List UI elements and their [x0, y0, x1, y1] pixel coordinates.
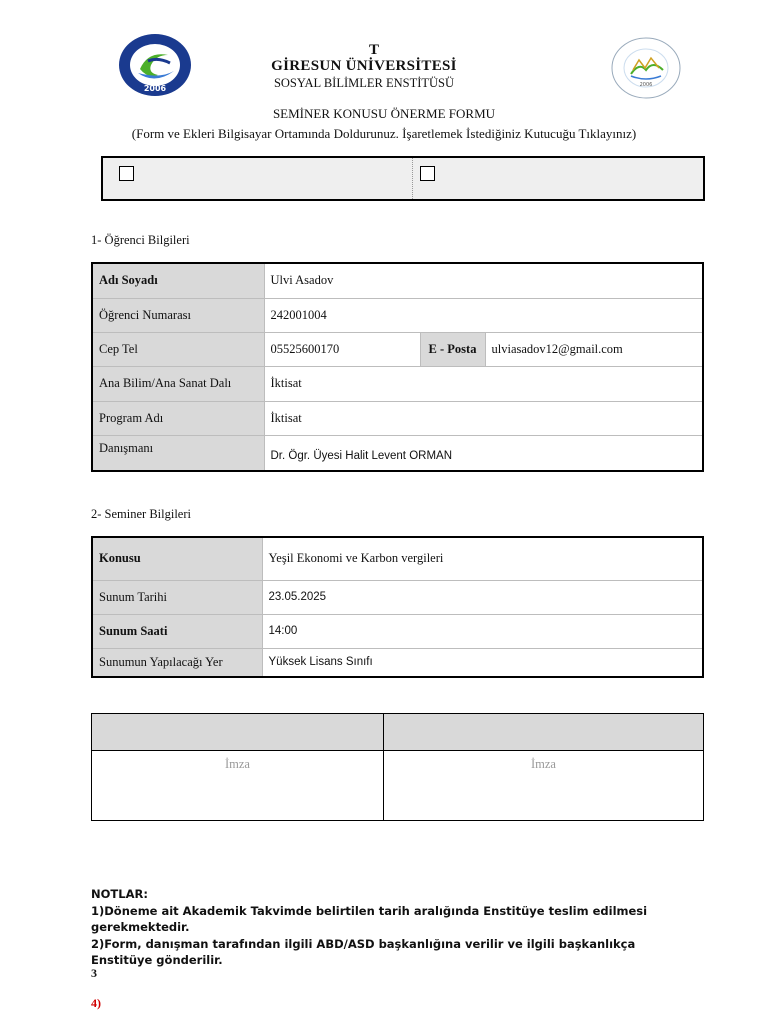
- advisor-field[interactable]: Dr. Ögr. Üyesi Halit Levent ORMAN: [264, 435, 703, 471]
- notes-block: [91, 886, 671, 969]
- note-4: 4): [91, 996, 101, 1010]
- email-label: E - Posta: [420, 332, 485, 366]
- checkbox-option-2[interactable]: [420, 166, 435, 181]
- seminar-info-table: [91, 536, 704, 678]
- signature-field-right[interactable]: İmza: [384, 751, 704, 821]
- header-letter: T: [368, 42, 379, 58]
- date-label: Sunum Tarihi: [92, 580, 262, 614]
- form-instruction: (Form ve Ekleri Bilgisayar Ortamında Doldurunuz. İşaretlemek İstediğiniz Kutucuğu Tıklayınız): [131, 126, 637, 141]
- name-label: Adı Soyadı: [92, 263, 264, 298]
- place-field[interactable]: Yüksek Lisans Sınıfı: [262, 648, 703, 677]
- checkbox-table: [101, 156, 705, 201]
- notes-title: NOTLAR:: [91, 887, 148, 901]
- program-label: Program Adı: [92, 401, 264, 435]
- name-field[interactable]: Ulvi Asadov: [264, 263, 703, 298]
- department-label: Ana Bilim/Ana Sanat Dalı: [92, 366, 264, 401]
- advisor-label: Danışmanı: [92, 435, 264, 471]
- university-name: GİRESUN ÜNİVERSİTESİ: [271, 58, 457, 74]
- time-field[interactable]: 14:00: [262, 614, 703, 648]
- date-field[interactable]: 23.05.2025: [262, 580, 703, 614]
- signature-table: [91, 713, 704, 821]
- signature-header-right: [384, 714, 704, 751]
- student-info-table: [91, 262, 704, 472]
- time-label: Sunum Saati: [92, 614, 262, 648]
- email-field[interactable]: ulviasadov12@gmail.com: [485, 332, 703, 366]
- note-3: 3: [91, 966, 97, 980]
- student-no-field[interactable]: 242001004: [264, 298, 703, 332]
- svg-text:2006: 2006: [639, 82, 653, 88]
- topic-field[interactable]: Yeşil Ekonomi ve Karbon vergileri: [262, 537, 703, 580]
- note-2: 2)Form, danışman tarafından ilgili ABD/ASD başkanlığına verilir ve ilgili başkanlıkça Enstitüye gönderilir.: [91, 936, 636, 967]
- checkbox-option-1[interactable]: [119, 166, 134, 181]
- student-no-label: Öğrenci Numarası: [92, 298, 264, 332]
- note-1: 1)Döneme ait Akademik Takvimde belirtilen tarih aralığında Enstitüye teslim edilmesi gerekmektedir.: [91, 903, 648, 934]
- phone-field[interactable]: 05525600170: [264, 332, 420, 366]
- topic-label: Konusu: [92, 537, 262, 580]
- place-label: Sunumun Yapılacağı Yer: [92, 648, 262, 677]
- checkbox-divider: [412, 158, 413, 199]
- section-student-info-title: 1- Öğrenci Bilgileri: [91, 233, 190, 247]
- section-seminar-info-title: 2- Seminer Bilgileri: [91, 507, 191, 521]
- institute-name: SOSYAL BİLİMLER ENSTİTÜSÜ: [273, 76, 455, 90]
- form-title: SEMİNER KONUSU ÖNERME FORMU: [272, 106, 496, 121]
- phone-label: Cep Tel: [92, 332, 264, 366]
- signature-header-left: [92, 714, 384, 751]
- signature-field-left[interactable]: İmza: [92, 751, 384, 821]
- department-field[interactable]: İktisat: [264, 366, 703, 401]
- program-field[interactable]: İktisat: [264, 401, 703, 435]
- svg-text:2006: 2006: [143, 84, 167, 93]
